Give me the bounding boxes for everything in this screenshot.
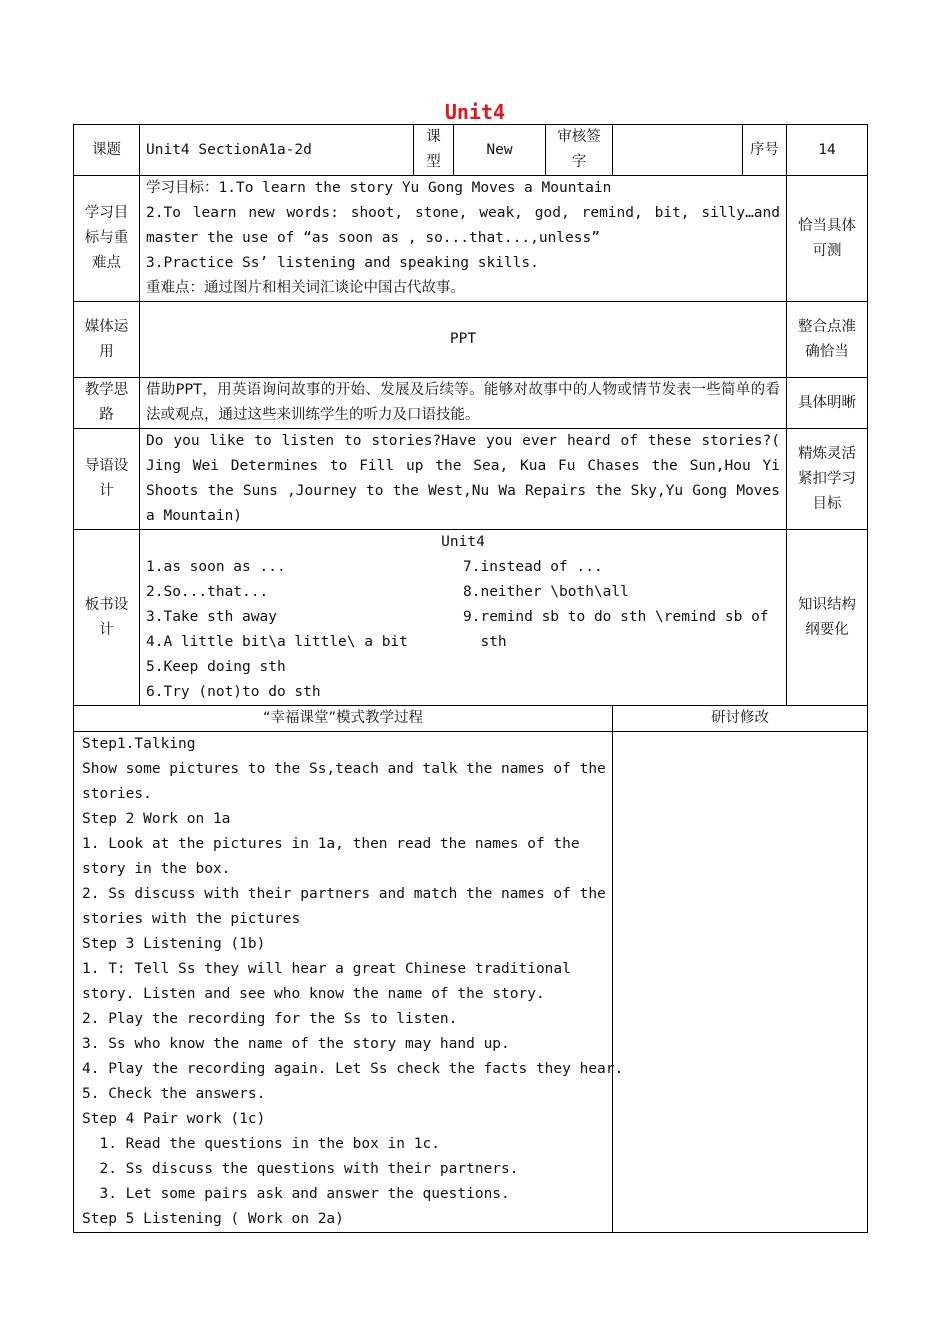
step-line: 1. Read the questions in the box in 1c. bbox=[82, 1136, 440, 1152]
step-line: Step 3 Listening (1b) bbox=[82, 936, 266, 952]
intro-row bbox=[74, 429, 868, 530]
step-line: Step 2 Work on 1a bbox=[82, 811, 231, 827]
goals-row bbox=[74, 176, 868, 302]
intro-note: 精炼灵活紧扣学习目标 bbox=[787, 429, 868, 530]
approach-note: 具体明晰 bbox=[787, 378, 868, 429]
board-label: 板书设计 bbox=[74, 530, 140, 706]
board-item: 8.neither \both\all bbox=[463, 584, 629, 600]
goals-line-3: 3.Practice Ss’ listening and speaking skills. bbox=[146, 255, 539, 271]
board-item: 7.instead of ... bbox=[463, 559, 603, 575]
type-value: New bbox=[454, 125, 546, 176]
step-line: Step 5 Listening ( Work on 2a) bbox=[82, 1211, 344, 1227]
board-item: 1.as soon as ... bbox=[146, 559, 286, 575]
board-item: 9.remind sb to do sth \remind sb of bbox=[463, 609, 769, 625]
intro-text: Do you like to listen to stories?Have you ever heard of these stories?( Jing Wei Determines to Fill up the Sea, Kua Fu Chases the Sun,Hou Yi Shoots the Suns ,Journey to the West,Nu Wa Repairs the Sky,Yu Gong Moves a Mountain) bbox=[140, 429, 787, 530]
step-line: 3. Let some pairs ask and answer the questions. bbox=[82, 1186, 510, 1202]
approach-label: 教学思路 bbox=[74, 378, 140, 429]
step-line: 2. Play the recording for the Ss to listen. bbox=[82, 1011, 458, 1027]
board-content bbox=[140, 530, 787, 706]
board-item: sth bbox=[463, 634, 507, 650]
process-steps bbox=[74, 732, 624, 1233]
topic-value: Unit4 SectionA1a-2d bbox=[140, 125, 414, 176]
step-line: Show some pictures to the Ss,teach and talk the names of the bbox=[82, 761, 606, 777]
step-line: 2. Ss discuss with their partners and match the names of the bbox=[82, 886, 606, 902]
goals-note: 恰当具体可测 bbox=[787, 176, 868, 302]
approach-text: 借助PPT，用英语询问故事的开始、发展及后续等。能够对故事中的人物或情节发表一些简单的看法或观点，通过这些来训练学生的听力及口语技能。 bbox=[140, 378, 787, 429]
goals-line-2: 2.To learn new words: shoot, stone, weak, god, remind, bit, silly…and master the use of “as soon as , so...that...,unless” bbox=[146, 205, 780, 246]
intro-label: 导语设计 bbox=[74, 429, 140, 530]
step-line: 5. Check the answers. bbox=[82, 1086, 266, 1102]
board-item: 6.Try (not)to do sth bbox=[146, 684, 321, 700]
media-row bbox=[74, 302, 868, 378]
goals-label: 学习目标与重难点 bbox=[74, 176, 140, 302]
revise-heading: 研讨修改 bbox=[613, 706, 868, 732]
goals-line-1: 学习目标：1.To learn the story Yu Gong Moves a Mountain bbox=[146, 180, 612, 196]
lesson-plan-table bbox=[73, 124, 868, 1233]
step-line: 3. Ss who know the name of the story may hand up. bbox=[82, 1036, 510, 1052]
step-line: 2. Ss discuss the questions with their partners. bbox=[82, 1161, 519, 1177]
page-title: Unit4 bbox=[444, 100, 506, 124]
review-value bbox=[613, 125, 743, 176]
goals-line-4: 重难点：通过图片和相关词汇谈论中国古代故事。 bbox=[146, 280, 465, 296]
step-line: Step1.Talking bbox=[82, 736, 196, 752]
process-heading: “幸福课堂”模式教学过程 bbox=[74, 706, 613, 732]
board-right-column bbox=[463, 555, 780, 705]
review-label: 审核签字 bbox=[546, 125, 613, 176]
step-line: 1. T: Tell Ss they will hear a great Chinese traditional bbox=[82, 961, 571, 977]
step-line: stories with the pictures bbox=[82, 911, 301, 927]
board-heading: Unit4 bbox=[441, 534, 485, 550]
process-content-row bbox=[74, 732, 868, 1233]
step-line: stories. bbox=[82, 786, 152, 802]
goals-content bbox=[140, 176, 787, 302]
step-line: story in the box. bbox=[82, 861, 231, 877]
approach-row bbox=[74, 378, 868, 429]
revise-area bbox=[613, 732, 868, 1233]
header-row bbox=[74, 125, 868, 176]
seq-label: 序号 bbox=[743, 125, 787, 176]
step-line: story. Listen and see who know the name of the story. bbox=[82, 986, 545, 1002]
media-label: 媒体运用 bbox=[74, 302, 140, 378]
board-row bbox=[74, 530, 868, 706]
board-item: 3.Take sth away bbox=[146, 609, 277, 625]
step-line: 1. Look at the pictures in 1a, then read the names of the bbox=[82, 836, 580, 852]
board-item: 4.A little bit\a little\ a bit bbox=[146, 634, 408, 650]
process-heading-row bbox=[74, 706, 868, 732]
board-note: 知识结构纲要化 bbox=[787, 530, 868, 706]
type-label: 课型 bbox=[414, 125, 454, 176]
media-note: 整合点准确恰当 bbox=[787, 302, 868, 378]
board-item: 2.So...that... bbox=[146, 584, 269, 600]
topic-label: 课题 bbox=[74, 125, 140, 176]
board-left-column bbox=[146, 555, 463, 705]
step-line: 4. Play the recording again. Let Ss check the facts they hear. bbox=[82, 1061, 624, 1077]
seq-value: 14 bbox=[787, 125, 868, 176]
step-line: Step 4 Pair work (1c) bbox=[82, 1111, 266, 1127]
board-item: 5.Keep doing sth bbox=[146, 659, 286, 675]
media-value: PPT bbox=[140, 302, 787, 378]
